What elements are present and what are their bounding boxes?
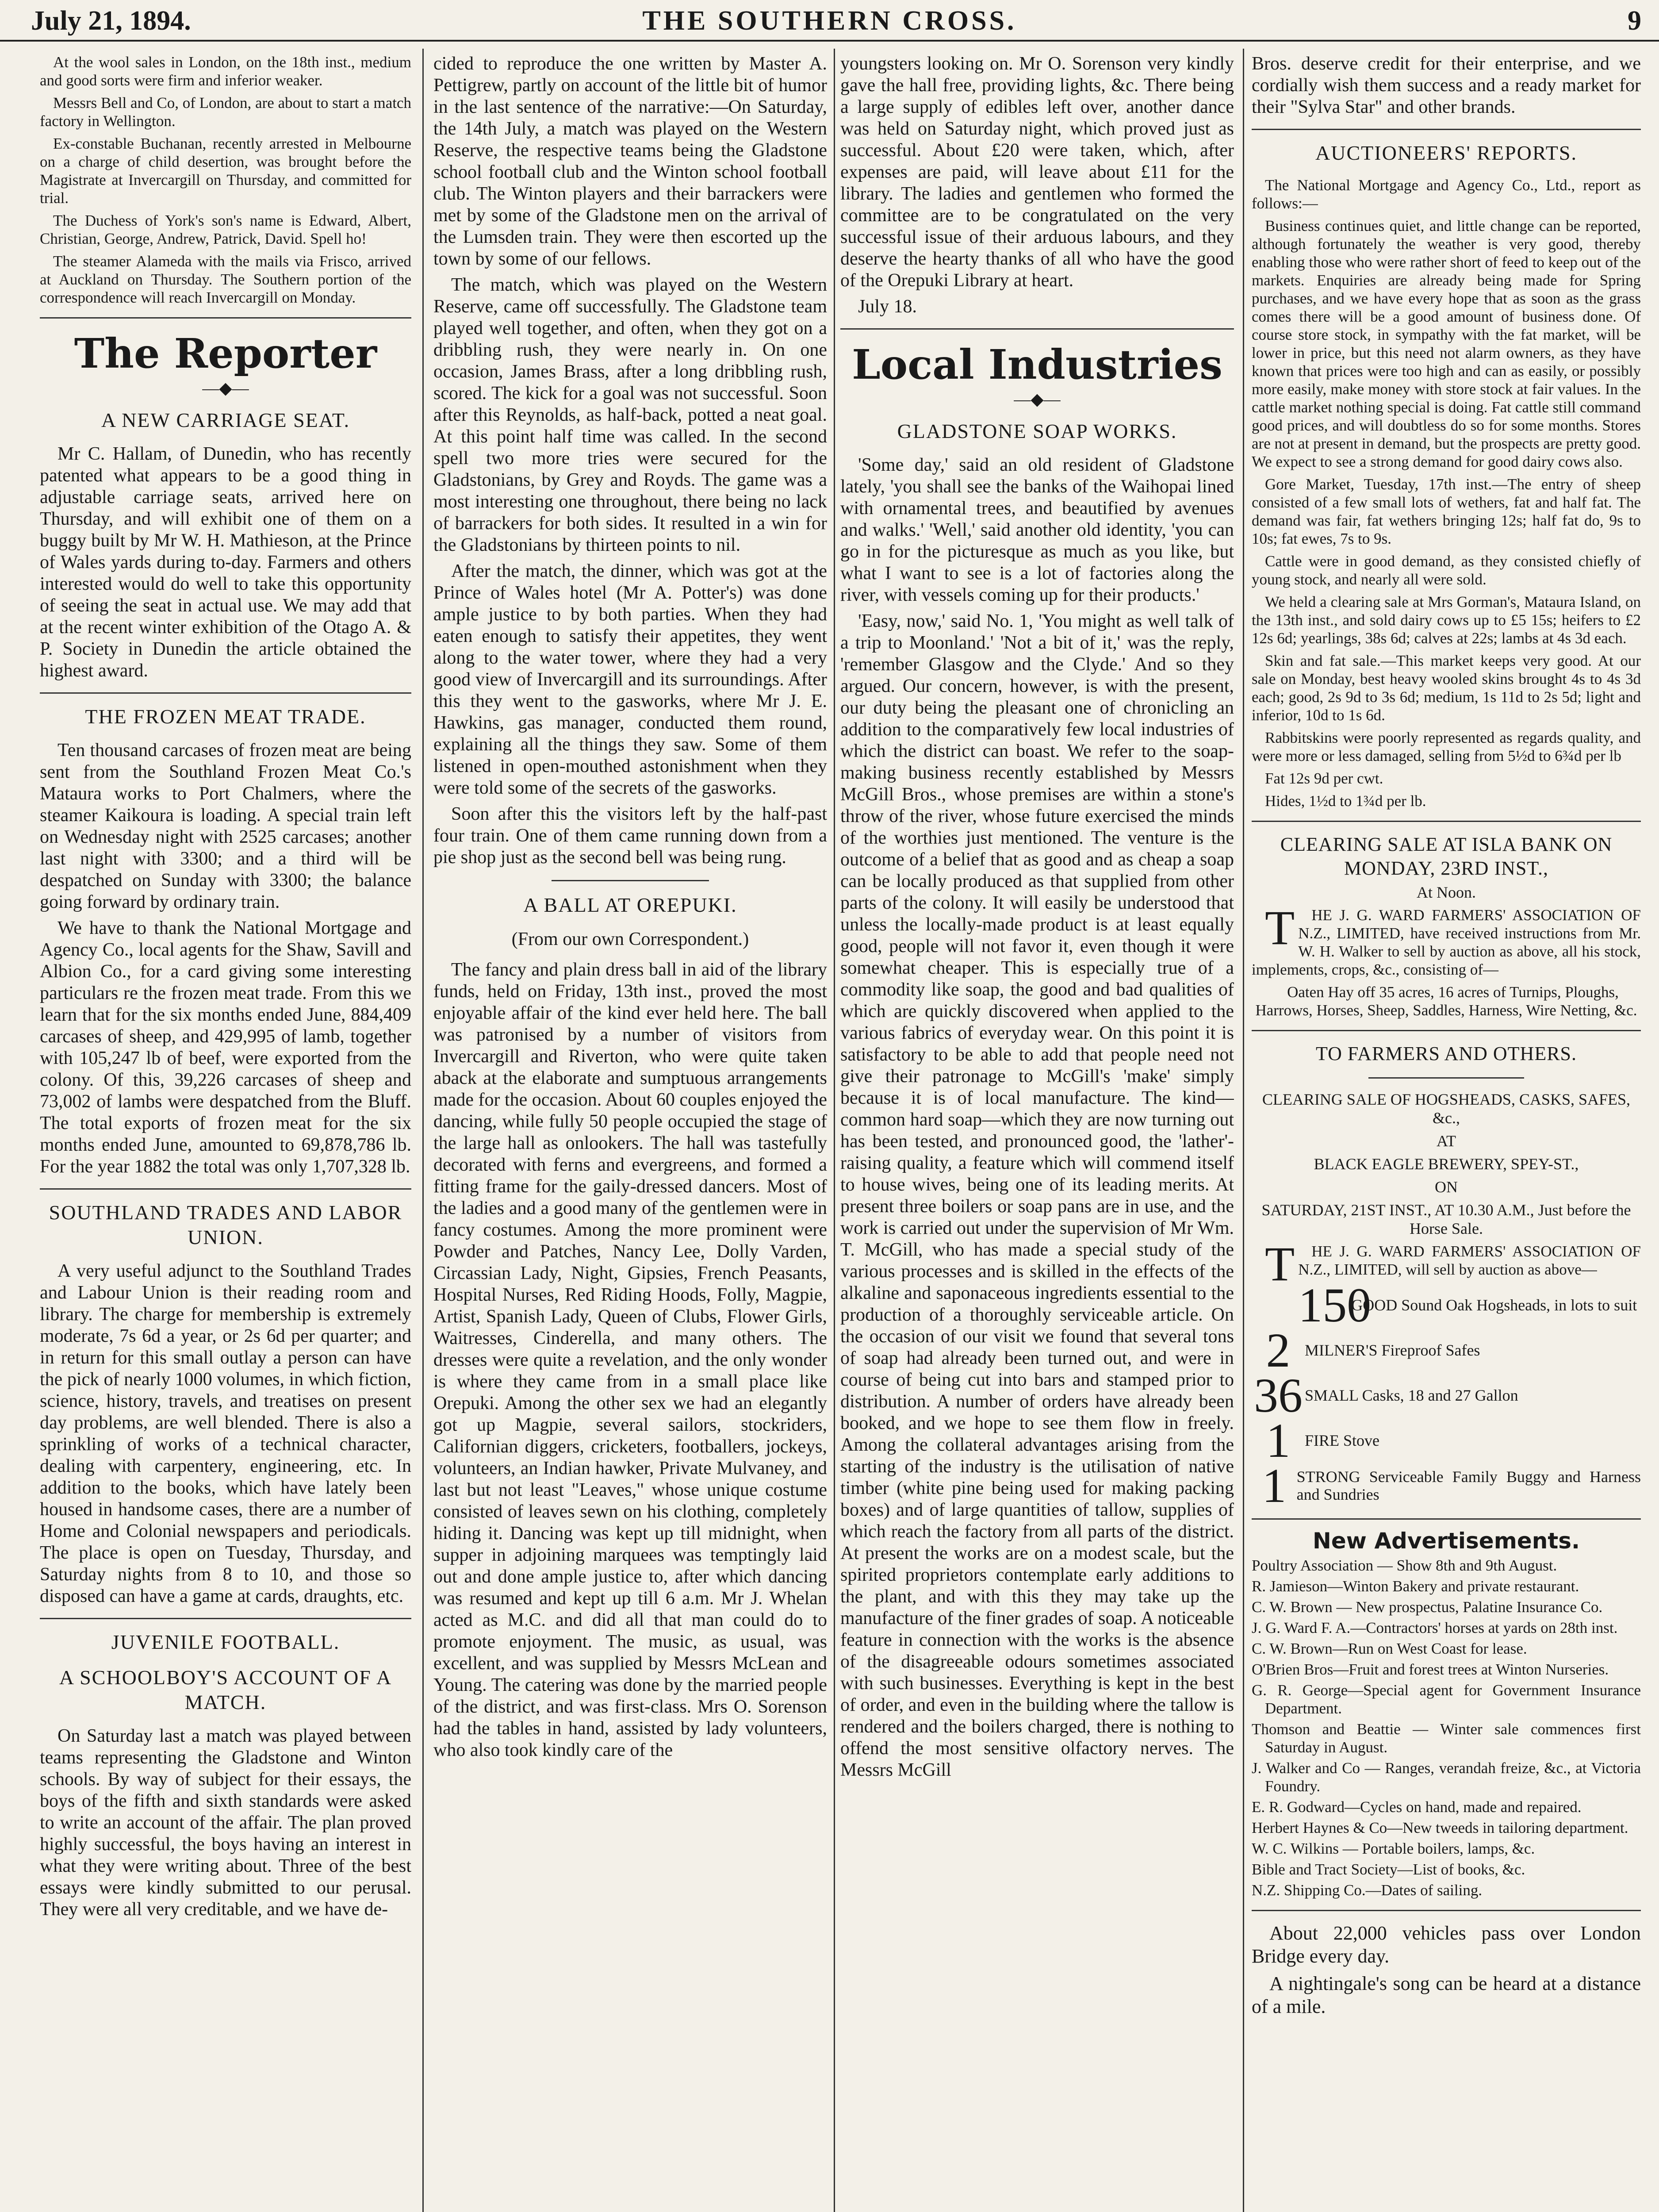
trivia-item: A nightingale's song can be heard at a distance of a mile. bbox=[1252, 1973, 1641, 2017]
lot-item bbox=[1252, 1413, 1641, 1467]
ad-text bbox=[1252, 1237, 1641, 1291]
divider bbox=[40, 317, 411, 319]
report-text: Gore Market, Tuesday, 17th inst.—The entry of sheep consisted of a few small lots of wethers, fat and half fat. The demand was fair, fat wethers bringing 12s; half fat do, 9s to 10s; fat ewes, 7s to 9s. bbox=[1252, 476, 1641, 547]
column-4 bbox=[1252, 53, 1641, 2212]
lot-desc: SMALL Casks, 18 and 27 Gallon bbox=[1305, 1386, 1518, 1404]
article-heading: GLADSTONE SOAP WORKS. bbox=[897, 420, 1177, 442]
column-1 bbox=[40, 53, 411, 2212]
divider bbox=[40, 1188, 411, 1190]
article-text: Soon after this the visitors left by the half-past four train. One of them came running down from a pie shop just as the second bell was being rung. bbox=[433, 804, 827, 868]
new-ads-list bbox=[1252, 1556, 1641, 1899]
article-text: 'Some day,' said an old resident of Gladstone lately, 'you shall see the banks of the Waihopai lined with ornamental trees, and beautified by avenues and walks.' 'Well,' said another old identity, 'you can go in for the picturesque as much as you like, but what I want to see is a lot of factories along the river, with vessels coming up for their products.' bbox=[840, 455, 1234, 605]
new-ad-item: W. C. Wilkins — Portable boilers, lamps, &c. bbox=[1252, 1840, 1535, 1857]
ad-at: AT bbox=[1437, 1132, 1456, 1150]
article-heading: AUCTIONEERS' REPORTS. bbox=[1315, 142, 1577, 164]
ad-place: BLACK EAGLE BREWERY, SPEY-ST., bbox=[1314, 1155, 1579, 1173]
article-text: The fancy and plain dress ball in aid of the library funds, held on Friday, 13th inst., proved the most enjoyable affair of the kind ever held here. The ball was patronised by a number of visitors from Invercargill and Riverton, who were quite taken aback at the elaborate and sumptuous arrangements made for the occasion. About 60 couples enjoyed the dancing, while fully 50 people occupied the stage of the large hall as onlookers. The hall was tastefully decorated with ferns and evergreens, and formed a fitting frame for the gaily-dressed dancers. Most of the ladies and a good many of the gentlemen were in fancy costumes. Among the more prominent were Powder and Patches, Nancy Lee, Dolly Varden, Circassian Lady, Night, Gipsies, French Peasants, Hospital Nurses, Red Riding Hoods, Folly, Magpie, Artist, Spanish Lady, Queen of Clubs, Flower Girls, Waitresses, Cinderella, and many others. The dresses were quite a revelation, and the only wonder is where they came from in a small place like Orepuki. Among the other sex we had an elegantly got up Magpie, several sailors, stockriders, Californian diggers, cricketers, footballers, jockeys, volunteers, an Indian hawker, Private Mulvaney, and last but not least "Leaves," whose unique costume consisted of leaves sewn on his clothing, completely hiding it. Dancing was kept up till midnight, when supper in adjoining marquees was temptingly laid out and done ample justice to, after which dancing was resumed and kept up till 6 a.m. Mr J. Whelan acted as M.C. and did all that man could do to promote enjoyment. The music, as usual, was excellent, and was supplied by Messrs McLean and Young. The catering was done by the married people of the district, and was first-class. Mrs O. Sorenson had the tables in hand, assisted by lady volunteers, who also took kindly care of the bbox=[433, 960, 827, 1760]
lot-number: 1 bbox=[1266, 1413, 1291, 1467]
article-text: A very useful adjunct to the Southland Trades and Labour Union is their reading room and library. The charge for membership is extremely moderate, 7s 6d a year, or 2s 6d per quarter; and in return for this small outlay a person can have the pick of nearly 1000 volumes, in which fiction, science, history, travels, and treatises on present day problems, are well blended. There is also a sprinkling of works of a technical character, dealing with carpentery, engineering, etc. In addition to the books, which have lately been housed in handsome cases, there are a number of Home and Colonial newspapers and periodicals. The place is open on Tuesday, Thursday, and Saturday nights from 8 to 10, and those so disposed can have a game at cards, draughts, etc. bbox=[40, 1261, 411, 1606]
column-divider bbox=[422, 49, 424, 2212]
article-text: 'Easy, now,' said No. 1, 'You might as well talk of a trip to Moonland.' 'Not a bit of it,' was the reply, 'remember Glasgow and the Clyde.' And so they argued. Our concern, however, is with the present, our duty being the pleasant one of chronicling an addition to the comparatively few local industries of which the district can boast. We refer to the soap-making business recently established by Messrs McGill Bros., whose premises are within a stone's throw of the river, whose future exercised the minds of the worthies just mentioned. The venture is the outcome of a belief that as good and as cheap a soap can be locally produced as that supplied from other parts of the colony. It will easily be understood that unless the locally-made product is at least equally good, people will not favor it, even though it were somewhat cheaper. This is especially true of a commodity like soap, the good and bad qualities of which are quickly discovered when applied to the various fabrics of everyday wear. On this point it is satisfactory to be able to add that people need not give their patronage to McGill's 'make' simply because it is of local manufacture. The kind—common hard soap—which they are now turning out has been tested, and pronounced good, the 'lather'-raising quality, a feature which will commend itself to house wives, being one of its leading merits. At present three boilers or soap pans are in use, and the work is carried out under the supervision of Mr Wm. T. McGill, who has made a special study of the various processes and is skilled in the effects of the alkaline and saponaceous ingredients essential to the production of a thoroughly serviceable article. On the occasion of our visit we found that several tons of soap had already been turned out, and were in course of being cut into bars and stamped prior to distribution. A number of orders have already been booked, and we hope to see them flow in freely. Among the collateral advantages arising from the starting of the industry is the utilisation of native timber (white pine being used for making packing boxes) and of large quantities of tallow, supplies of which reach the factory from all parts of the district. At present the works are on a modest scale, but the spirited proprietors contemplate early additions to the plant, and with this they may take up the manufacture of the finer grades of soap. A noticeable feature in connection with the works is the absence of the disagreeable odours sometimes associated with such businesses. Everything is kept in the best of order, and even in the building where the tallow is rendered and the boilers charged, there is nothing to offend the most sensitive olfactory nerves. The Messrs McGill bbox=[840, 611, 1234, 1780]
divider bbox=[1252, 821, 1641, 822]
ad-text-body: HE J. G. WARD FARMERS' ASSOCIATION OF N.Z., LIMITED, will sell by auction as above— bbox=[1298, 1243, 1641, 1278]
new-ad-item: Thomson and Beattie — Winter sale commences first Saturday in August. bbox=[1252, 1720, 1641, 1756]
divider bbox=[40, 1618, 411, 1619]
article-text: Bros. deserve credit for their enterprise, and we cordially wish them success and a ready market for their "Sylva Star" and other brands. bbox=[1252, 54, 1641, 117]
new-ad-item: Herbert Haynes & Co—New tweeds in tailoring department. bbox=[1252, 1819, 1628, 1836]
article-heading: A BALL AT OREPUKI. bbox=[523, 894, 737, 916]
article-subheading: A SCHOOLBOY'S ACCOUNT OF A MATCH. bbox=[59, 1666, 392, 1713]
new-ad-item: Poultry Association — Show 8th and 9th August. bbox=[1252, 1557, 1557, 1574]
auction-report bbox=[1252, 176, 1641, 810]
new-ad-item: E. R. Godward—Cycles on hand, made and repaired. bbox=[1252, 1798, 1582, 1816]
issue-date: July 21, 1894. bbox=[31, 6, 191, 36]
article-text: After the match, the dinner, which was got at the Prince of Wales hotel (Mr A. Potter's) was done ample justice to by both parties. When they had eaten enough to satisfy their appetites, they went along to the water tower, where they had a very good view of Invercargill and its surroundings. After this they went to the gasworks, where Mr J. E. Hawkins, gas manager, conducted them round, explaining all the things they saw. Some of them listened in open-mouthed astonishment when they were told some of the secrets of the gasworks. bbox=[433, 561, 827, 798]
ad-time: At Noon. bbox=[1417, 883, 1476, 901]
report-text: Business continues quiet, and little change can be reported, although fortunately the weather is very good, thereby enabling those who were rather short of feed to keep out of the markets. Enquiries are already being made for Spring purchases, and we have every hope that as soon as the grass comes there will be a good amount of business done. Of course store stock, in sympathy with the fat market, will be lower in price, but this need not alarm owners, as they have known that prices were too high and can as easily, or possibly more easily, make money with store stock at fair values. In the cattle market nothing special is doing. Fat cattle still command good prices, and will doubtless do so for some months. Stores are not at present in demand, but the prospects are pretty good. We expect to see a strong demand for good dairy cows also. bbox=[1252, 217, 1641, 470]
report-text: Rabbitskins were poorly represented as regards quality, and were more or less damaged, selling from 5½d to 6¾d per lb bbox=[1252, 729, 1641, 764]
ad-on: ON bbox=[1435, 1178, 1458, 1196]
ad-list: Oaten Hay off 35 acres, 16 acres of Turnips, Ploughs, Harrows, Horses, Sheep, Saddles, Harness, Wire Netting, &c. bbox=[1255, 983, 1637, 1019]
column-divider bbox=[834, 49, 835, 2212]
new-ad-item: G. R. George—Special agent for Government Insurance Department. bbox=[1252, 1682, 1641, 1717]
report-text: We held a clearing sale at Mrs Gorman's, Mataura Island, on the 13th inst., and sold dairy cows up to £5 15s; heifers to £2 12s 6d; yearlings, 38s 6d; calves at 22s; lambs at 4s 3d each. bbox=[1252, 593, 1641, 647]
ad-date: SATURDAY, 21ST INST., AT 10.30 A.M., Just before the Horse Sale. bbox=[1261, 1201, 1631, 1237]
lot-item bbox=[1252, 1323, 1641, 1377]
masthead bbox=[0, 0, 1659, 42]
article-heading: A NEW CARRIAGE SEAT. bbox=[101, 409, 350, 431]
news-briefs bbox=[40, 53, 411, 307]
section-title-local-industries: Local Industries bbox=[852, 341, 1222, 388]
lot-number: 36 bbox=[1254, 1368, 1303, 1422]
lot-desc: MILNER'S Fireproof Safes bbox=[1305, 1341, 1480, 1359]
column-2 bbox=[433, 53, 827, 2212]
new-ad-item: Bible and Tract Society—List of books, &c. bbox=[1252, 1861, 1525, 1878]
divider bbox=[40, 692, 411, 694]
divider bbox=[1252, 1910, 1641, 1911]
paper-title: THE SOUTHERN CROSS. bbox=[642, 6, 1017, 36]
report-text: Cattle were in good demand, as they consisted chiefly of young stock, and nearly all were sold. bbox=[1252, 553, 1641, 588]
news-brief: At the wool sales in London, on the 18th inst., medium and good sorts were firm and inferior weaker. bbox=[40, 54, 411, 89]
article-heading: THE FROZEN MEAT TRADE. bbox=[85, 705, 366, 728]
lot-item bbox=[1252, 1368, 1641, 1422]
byline: (From our own Correspondent.) bbox=[511, 929, 749, 949]
lot-number: 2 bbox=[1266, 1323, 1291, 1377]
news-brief: Ex-constable Buchanan, recently arrested in Melbourne on a charge of child desertion, was brought before the Magistrate at Invercargill on Thursday, and committed for trial. bbox=[40, 135, 411, 207]
news-brief: Messrs Bell and Co, of London, are about to start a match factory in Wellington. bbox=[40, 94, 411, 130]
report-text: Hides, 1½d to 1¾d per lb. bbox=[1265, 792, 1426, 810]
report-text: The National Mortgage and Agency Co., Ltd., report as follows:— bbox=[1252, 177, 1641, 212]
article-text: cided to reproduce the one written by Master A. Pettigrew, partly on account of the little bit of humor in the last sentence of the narrative:—On Saturday, the 14th July, a match was played on the Western Reserve, the respective teams being the Gladstone school football club and the Winton school football club. The Winton players and their barrackers were met by some of the Gladstone men on the arrival of the Lumsden train. They were then escorted up the town by some of our fellows. bbox=[433, 54, 827, 269]
trivia-item: About 22,000 vehicles pass over London Bridge every day. bbox=[1252, 1922, 1641, 1967]
drop-cap: T bbox=[1265, 1237, 1295, 1291]
article-text: youngsters looking on. Mr O. Sorenson very kindly gave the hall free, providing lights, &c. There being a large supply of edibles left over, another dance was held on Saturday night, which proved just as successful. About £20 were taken, which, after expenses are paid, will leave about £11 for the library. The ladies and gentlemen who formed the committee are to be congratulated on the very successful issue of their arduous labours, and they deserve the hearty thanks of all who have the good of the Orepuki Library at heart. bbox=[840, 54, 1234, 291]
lot-desc: GOOD Sound Oak Hogsheads, in lots to suit bbox=[1351, 1296, 1637, 1314]
dateline: July 18. bbox=[858, 296, 917, 317]
new-ads-title: New Advertisements. bbox=[1313, 1528, 1580, 1554]
new-ad-item: J. Walker and Co — Ranges, verandah freize, &c., at Victoria Foundry. bbox=[1252, 1759, 1641, 1795]
article-heading: JUVENILE FOOTBALL. bbox=[111, 1631, 340, 1653]
new-ad-item: C. W. Brown — New prospectus, Palatine Insurance Co. bbox=[1252, 1598, 1603, 1616]
drop-cap: T bbox=[1265, 901, 1295, 955]
new-ad-item: O'Brien Bros—Fruit and forest trees at Winton Nurseries. bbox=[1252, 1661, 1609, 1678]
ornament-icon: —◆— bbox=[1014, 390, 1061, 409]
lot-number: 150 bbox=[1298, 1278, 1372, 1332]
divider bbox=[1252, 1030, 1641, 1031]
ad-text bbox=[1252, 901, 1641, 979]
lot-item bbox=[1252, 1459, 1641, 1513]
lot-list bbox=[1252, 1278, 1641, 1513]
divider bbox=[552, 880, 709, 881]
article-text: We have to thank the National Mortgage and Agency Co., local agents for the Shaw, Savill and Albion Co., for a card giving some interesting particulars re the frozen meat trade. From this we learn that for the six months ended June, 884,409 carcases of sheep, and 429,995 of lamb, together with 105,247 lb of beef, were exported from the colony. Of this, 39,226 carcases of sheep and 73,002 of lambs were despatched from the Bluff. The total exports of frozen meat for the six months ended June, amounted to 69,878,786 lb. For the year 1882 the total was only 1,707,328 lb. bbox=[40, 918, 411, 1177]
ad-title: TO FARMERS AND OTHERS. bbox=[1315, 1043, 1577, 1064]
article-text: Mr C. Hallam, of Dunedin, who has recently patented what appears to be a good thing in adjustable carriage seats, arrived here on Thursday, and will exhibit one of them on a buggy built by Mr W. H. Mathieson, at the Prince of Wales yards during to-day. Farmers and others interested would do well to take this opportunity of seeing the seat in actual use. We may add that at the recent winter exhibition of the Otago A. & P. Society in Dunedin the article obtained the highest award. bbox=[40, 444, 411, 681]
lot-desc: FIRE Stove bbox=[1305, 1432, 1380, 1449]
page-number: 9 bbox=[1628, 6, 1641, 36]
section-title-reporter: The Reporter bbox=[74, 330, 377, 377]
ad-sale: CLEARING SALE OF HOGSHEADS, CASKS, SAFES, &c., bbox=[1262, 1091, 1631, 1127]
ad-body bbox=[1252, 1237, 1641, 1291]
report-text: Fat 12s 9d per cwt. bbox=[1265, 770, 1383, 787]
news-brief: The Duchess of York's son's name is Edward, Albert, Christian, George, Andrew, Patrick, David. Spell ho! bbox=[40, 212, 411, 247]
new-ad-item: C. W. Brown—Run on West Coast for lease. bbox=[1252, 1640, 1527, 1657]
divider bbox=[1252, 1518, 1641, 1520]
news-brief: The steamer Alameda with the mails via Frisco, arrived at Auckland on Thursday. The Southern portion of the correspondence will reach Invercargill on Monday. bbox=[40, 253, 411, 306]
report-text: Skin and fat sale.—This market keeps very good. At our sale on Monday, best heavy wooled skins brought 4s to 4s 3d each; good, 2s 9d to 3s 6d; medium, 1s 11d to 2s 5d; light and inferior, 10d to 1s 6d. bbox=[1252, 652, 1641, 724]
column-3 bbox=[840, 53, 1234, 2212]
article-heading: SOUTHLAND TRADES AND LABOR UNION. bbox=[49, 1201, 402, 1248]
lot-desc: STRONG Serviceable Family Buggy and Harness and Sundries bbox=[1296, 1468, 1641, 1503]
ad-body bbox=[1252, 901, 1641, 1019]
lot-number: 1 bbox=[1262, 1459, 1287, 1513]
divider bbox=[840, 328, 1234, 330]
new-ad-item: J. G. Ward F. A.—Contractors' horses at yards on 28th inst. bbox=[1252, 1619, 1618, 1636]
divider bbox=[1368, 1077, 1524, 1079]
new-ad-item: R. Jamieson—Winton Bakery and private restaurant. bbox=[1252, 1578, 1579, 1595]
divider bbox=[1252, 129, 1641, 130]
column-divider bbox=[1243, 49, 1244, 2212]
article-text: The match, which was played on the Western Reserve, came off successfully. The Gladstone team played well together, and often, when they got on a dribbling rush, they were nearly in. On one occasion, James Brass, after a long dribbling rush, scored. The kick for a goal was not successful. Soon after this Reynolds, as half-back, potted a neat goal. At this point half time was called. In the second spell two more tries were secured for the Gladstonians, by Grey and Royds. The game was a most interesting one throughout, there being no lack of barrackers for both sides. It resulted in a win for the Gladstonians by thirteen points to nil. bbox=[433, 275, 827, 555]
ad-title: CLEARING SALE AT ISLA BANK ON MONDAY, 23RD INST., bbox=[1280, 833, 1613, 879]
ad-text-body: HE J. G. WARD FARMERS' ASSOCIATION OF N.Z., LIMITED, have received instructions from Mr. W. H. Walker to sell by auction as above, all his stock, implements, crops, &c., consisting of— bbox=[1252, 906, 1641, 978]
new-ad-item: N.Z. Shipping Co.—Dates of sailing. bbox=[1252, 1882, 1483, 1899]
article-text: On Saturday last a match was played between teams representing the Gladstone and Winton schools. By way of subject for their essays, the boys of the fifth and sixth standards were asked to write an account of the affair. The plan proved highly successful, the boys having an interest in what they were writing about. Three of the best essays were kindly submitted to our perusal. They were all very creditable, and we have de- bbox=[40, 1726, 411, 1920]
ornament-icon: —◆— bbox=[202, 379, 249, 398]
trivia bbox=[1252, 1922, 1641, 2018]
article-text: Ten thousand carcases of frozen meat are being sent from the Southland Frozen Meat Co.'s Mataura works to Port Chalmers, where the steamer Kaikoura is loading. A special train left on Wednesday night with 2525 carcases; another last night with 3300; and a third will be despatched on Sunday with 3300; the balance going forward by ordinary train. bbox=[40, 740, 411, 912]
lot-item bbox=[1298, 1278, 1641, 1332]
